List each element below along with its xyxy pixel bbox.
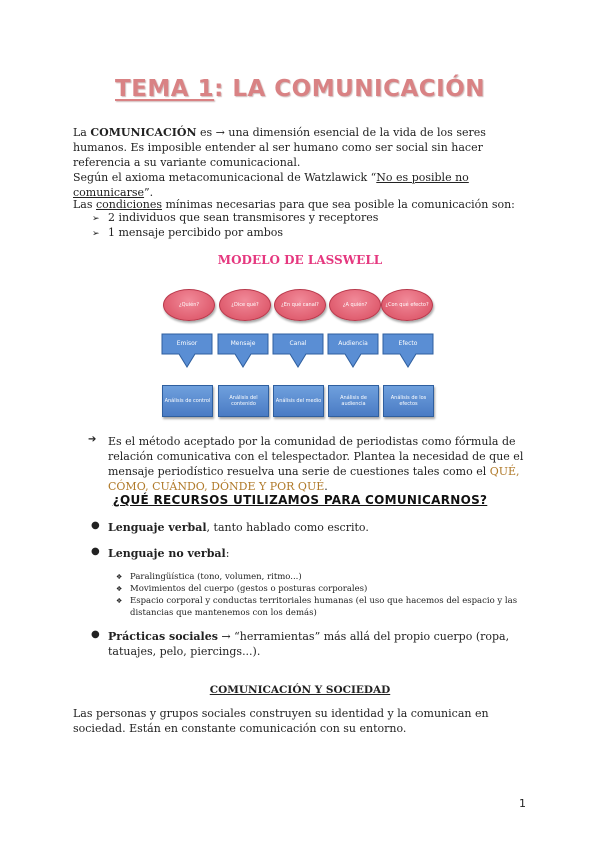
lasswell-note-end: . — [324, 480, 328, 493]
conditions-underlined: condiciones — [96, 198, 162, 211]
down-arrow-shape — [161, 333, 213, 369]
conditions-prefix: Las — [73, 198, 97, 211]
lasswell-diagram — [157, 285, 437, 425]
verbal-item — [108, 520, 568, 535]
nonverbal-bold: Lenguaje no verbal — [108, 547, 226, 560]
social-bold: Prácticas sociales — [108, 630, 218, 643]
page-title — [0, 76, 600, 102]
subitem-text: Espacio corporal y conductas territoriales humanas (el uso que hacemos del espacio y las — [130, 596, 518, 606]
verbal-rest: , tanto hablado como escrito. — [206, 521, 369, 534]
nonverbal-item — [108, 546, 568, 561]
question-ellipse: ¿Con qué efecto? — [381, 289, 433, 321]
arrow-bullet-icon: ➢ — [92, 214, 100, 224]
society-paragraph: Las personas y grupos sociales construyen su identidad y la comunican en sociedad. Están en constante comunicación con su entorno. — [73, 707, 489, 735]
diamond-bullet-icon: ❖ — [116, 585, 123, 593]
title-part-1: TEMA 1 — [115, 76, 215, 102]
element-label: Emisor — [176, 340, 198, 347]
condition-item — [92, 225, 283, 242]
element-label: Canal — [289, 340, 307, 347]
axiom-suffix: ”. — [144, 186, 154, 199]
model-title: MODELO DE LASSWELL — [217, 253, 383, 267]
element-label: Efecto — [398, 340, 418, 347]
question-ellipse: ¿A quién? — [329, 289, 381, 321]
element-arrow-box — [382, 333, 434, 369]
element-arrow-box — [217, 333, 269, 369]
verbal-bold: Lenguaje verbal — [108, 521, 207, 534]
analysis-box: Análisis de audiencia — [328, 385, 379, 417]
dot-bullet-icon: ● — [91, 546, 100, 557]
nonverbal-subitem — [116, 571, 302, 583]
question-ellipse: ¿Quién? — [163, 289, 215, 321]
nonverbal-rest: : — [225, 547, 230, 560]
intro-paragraph — [73, 125, 533, 170]
question-ellipse: ¿En qué canal? — [274, 289, 326, 321]
page-number: 1 — [519, 797, 526, 810]
element-label: Audiencia — [338, 340, 368, 347]
lasswell-note-text: Es el método aceptado por la comunidad de periodistas como fórmula de relación comunicativa con el telespectador. Plantea la necesidad de que el mensaje periodístico resuelva una serie de cuestiones tales como el — [108, 435, 524, 478]
diamond-bullet-icon: ❖ — [116, 597, 123, 605]
nonverbal-subitem-continued — [130, 607, 317, 619]
lasswell-note — [108, 434, 538, 494]
nonverbal-subitem — [116, 583, 368, 595]
down-arrow-shape — [217, 333, 269, 369]
arrow-bullet-icon: ➔ — [88, 434, 97, 445]
arrow-bullet-icon: ➢ — [92, 229, 100, 239]
axiom-paragraph — [73, 170, 533, 200]
element-arrow-box — [161, 333, 213, 369]
title-part-2: : LA COMUNICACIÓN — [214, 76, 485, 102]
resources-heading: ¿QUÉ RECURSOS UTILIZAMOS PARA COMUNICARNOS? — [112, 493, 488, 507]
subitem-text: Paralingüística (tono, volumen, ritmo...) — [130, 572, 302, 582]
axiom-prefix: Según el axioma metacomunicacional de Watzlawick “ — [73, 171, 377, 184]
intro-prefix: La — [73, 126, 91, 139]
dot-bullet-icon: ● — [91, 520, 100, 531]
analysis-box: Análisis del medio — [273, 385, 324, 417]
subitem-text: Movimientos del cuerpo (gestos o posturas corporales) — [130, 584, 368, 594]
analysis-box: Análisis de los efectos — [383, 385, 434, 417]
analysis-box: Análisis de control — [162, 385, 213, 417]
element-arrow-box — [272, 333, 324, 369]
down-arrow-shape — [327, 333, 379, 369]
society-heading: COMUNICACIÓN Y SOCIEDAD — [209, 684, 391, 696]
axiom-quote: No es posible no comunicarse — [73, 171, 469, 199]
nonverbal-subitem — [116, 595, 518, 607]
analysis-box: Análisis del contenido — [218, 385, 269, 417]
condition-item-text: 1 mensaje percibido por ambos — [108, 226, 284, 239]
down-arrow-shape — [272, 333, 324, 369]
subitem-text: distancias que mantenemos con los demás) — [130, 608, 317, 618]
intro-rest: es → una dimensión esencial de la vida de los seres humanos. Es imposible entender al ser humano como ser social sin hacer referencia a su variante comunicacional. — [73, 126, 486, 169]
element-arrow-box — [327, 333, 379, 369]
lasswell-note-highlight: QUÉ, CÓMO, CUÁNDO, DÓNDE Y POR QUÉ — [108, 465, 520, 493]
intro-bold: COMUNICACIÓN — [90, 126, 197, 139]
social-rest: → “herramientas” más allá del propio cuerpo (ropa, tatuajes, pelo, piercings...). — [108, 630, 510, 658]
social-item — [108, 629, 528, 659]
condition-item-text: 2 individuos que sean transmisores y receptores — [108, 211, 379, 224]
question-ellipse: ¿Dice qué? — [219, 289, 271, 321]
dot-bullet-icon: ● — [91, 629, 100, 640]
conditions-rest: mínimas necesarias para que sea posible la comunicación son: — [161, 198, 515, 211]
diamond-bullet-icon: ❖ — [116, 573, 123, 581]
element-label: Mensaje — [230, 340, 256, 347]
down-arrow-shape — [382, 333, 434, 369]
